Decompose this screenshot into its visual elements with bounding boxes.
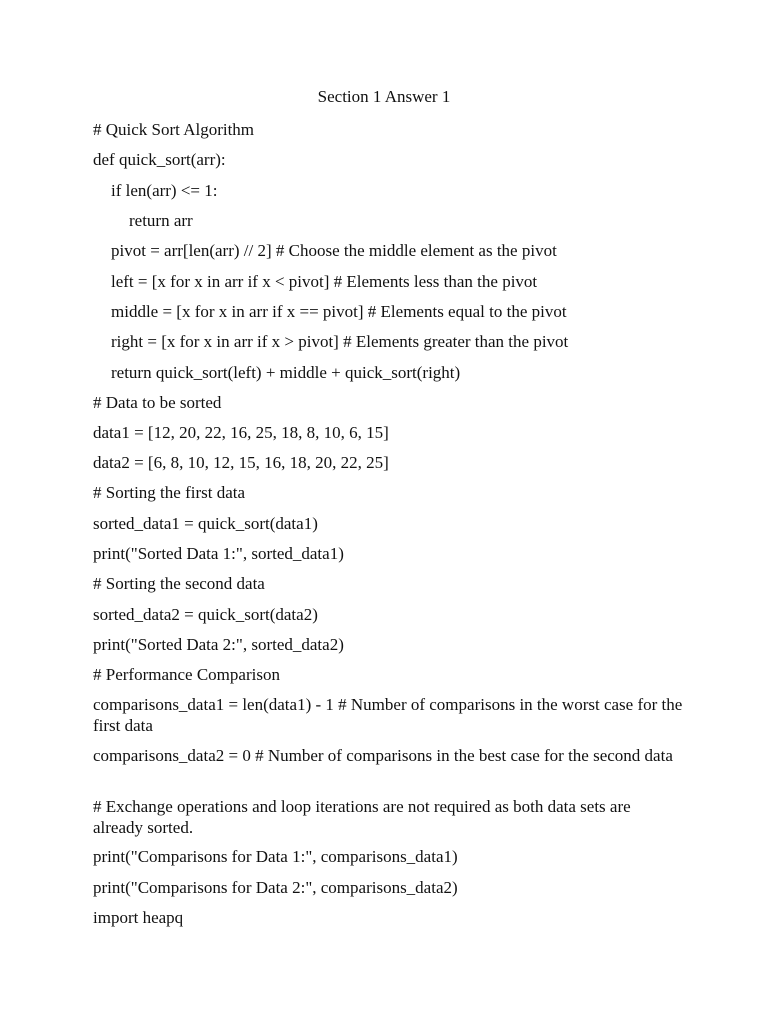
code-line: print("Sorted Data 1:", sorted_data1) bbox=[93, 544, 344, 563]
code-line: import heapq bbox=[93, 908, 184, 927]
code-line: return arr bbox=[129, 211, 193, 230]
code-comment-line: # Exchange operations and loop iterations are not required as both data sets are already sorted. bbox=[93, 797, 631, 837]
code-comment-line: # Quick Sort Algorithm bbox=[93, 120, 255, 139]
code-line: print("Comparisons for Data 2:", comparisons_data2) bbox=[93, 878, 458, 897]
page-title: Section 1 Answer 1 bbox=[317, 87, 451, 106]
code-line: data2 = [6, 8, 10, 12, 15, 16, 18, 20, 22, 25] bbox=[93, 453, 389, 472]
code-line: comparisons_data2 = 0 # Number of comparisons in the best case for the second data bbox=[93, 746, 673, 765]
code-comment-line: # Sorting the second data bbox=[93, 574, 265, 593]
code-line: middle = [x for x in arr if x == pivot] # Elements equal to the pivot bbox=[111, 302, 567, 321]
code-line: pivot = arr[len(arr) // 2] # Choose the middle element as the pivot bbox=[111, 241, 557, 260]
code-line: def quick_sort(arr): bbox=[93, 150, 226, 169]
code-line: print("Sorted Data 2:", sorted_data2) bbox=[93, 635, 344, 654]
code-line: right = [x for x in arr if x > pivot] # Elements greater than the pivot bbox=[111, 332, 569, 351]
code-line: sorted_data1 = quick_sort(data1) bbox=[93, 514, 318, 533]
code-line: if len(arr) <= 1: bbox=[111, 181, 218, 200]
code-line: print("Comparisons for Data 1:", comparisons_data1) bbox=[93, 847, 458, 866]
code-line: comparisons_data1 = len(data1) - 1 # Number of comparisons in the worst case for the first data bbox=[93, 695, 683, 735]
code-comment-line: # Data to be sorted bbox=[93, 393, 222, 412]
code-comment-line: # Sorting the first data bbox=[93, 483, 246, 502]
code-comment-line: # Performance Comparison bbox=[93, 665, 280, 684]
code-line: sorted_data2 = quick_sort(data2) bbox=[93, 605, 318, 624]
code-line: left = [x for x in arr if x < pivot] # Elements less than the pivot bbox=[111, 272, 538, 291]
code-line: data1 = [12, 20, 22, 16, 25, 18, 8, 10, 6, 15] bbox=[93, 423, 389, 442]
code-line: return quick_sort(left) + middle + quick_sort(right) bbox=[111, 363, 461, 382]
